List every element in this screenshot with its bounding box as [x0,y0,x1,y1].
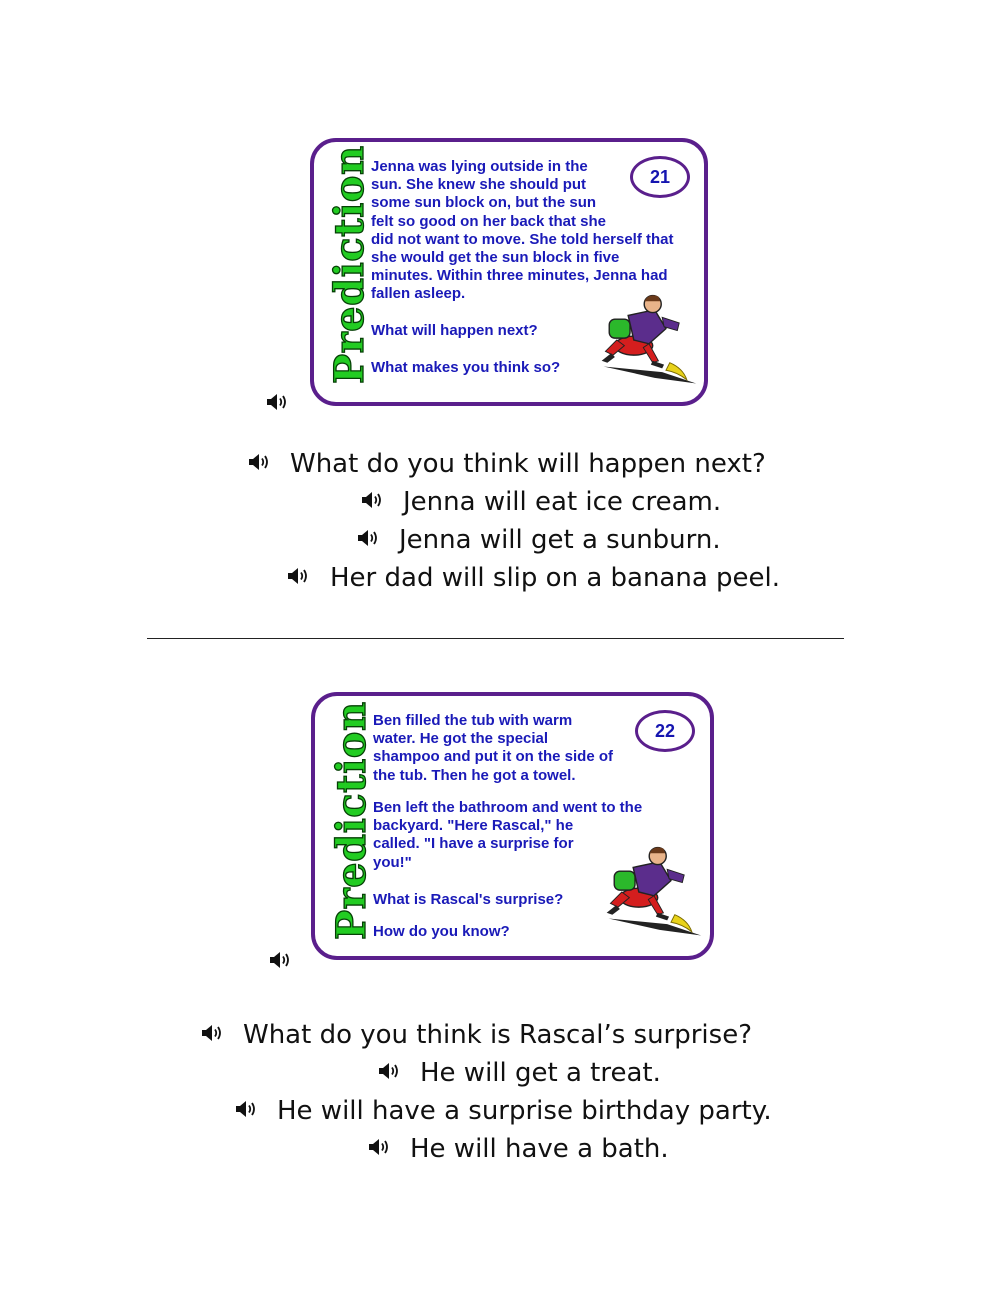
answer-option[interactable]: Jenna will get a sunburn. [399,525,721,555]
card-question-1: What is Rascal's surprise? [373,891,564,908]
answer-option[interactable]: Jenna will eat ice cream. [403,487,722,517]
question-text: What do you think will happen next? [290,449,766,479]
card-number: 22 [635,710,695,752]
answer-option[interactable]: He will get a treat. [420,1058,661,1088]
section-divider [147,638,844,639]
answer-option[interactable]: Her dad will slip on a banana peel. [330,563,781,593]
card-number: 21 [630,156,690,198]
card-question-2: How do you know? [373,923,510,940]
speaker-icon[interactable] [377,1061,401,1081]
speaker-icon[interactable] [286,566,310,586]
card-story-2: Ben left the bathroom and went to the backyard. "Here Rascal," he called. "I have a surprise for you!" [373,799,643,871]
speaker-icon[interactable] [367,1137,391,1157]
slipping-man-illustration [601,844,705,940]
answer-option[interactable]: He will have a surprise birthday party. [277,1096,772,1126]
speaker-icon[interactable] [234,1099,258,1119]
slipping-man-illustration [596,292,700,388]
card-question-1: What will happen next? [371,322,538,339]
card-story: Jenna was lying outside in the sun. She knew she should put some sun block on, but the sun felt so good on her back that she did not want to move. She told herself that she would get the sun block in five minutes. Within three minutes, Jenna had fallen asleep. [371,158,674,303]
card-question-2: What makes you think so? [371,359,561,376]
speaker-icon[interactable] [356,528,380,548]
speaker-icon[interactable] [247,452,271,472]
answer-option[interactable]: He will have a bath. [410,1134,669,1164]
speaker-icon[interactable] [265,392,289,412]
card-label: Prediction [328,701,375,940]
card-story: Ben filled the tub with warm water. He got the special shampoo and put it on the side of the tub. Then he got a towel. [373,712,613,784]
card-label: Prediction [326,145,373,384]
prediction-card-22 [311,692,714,960]
speaker-icon[interactable] [360,490,384,510]
speaker-icon[interactable] [200,1023,224,1043]
speaker-icon[interactable] [268,950,292,970]
prediction-card-21 [310,138,708,406]
question-text: What do you think is Rascal’s surprise? [243,1020,752,1050]
